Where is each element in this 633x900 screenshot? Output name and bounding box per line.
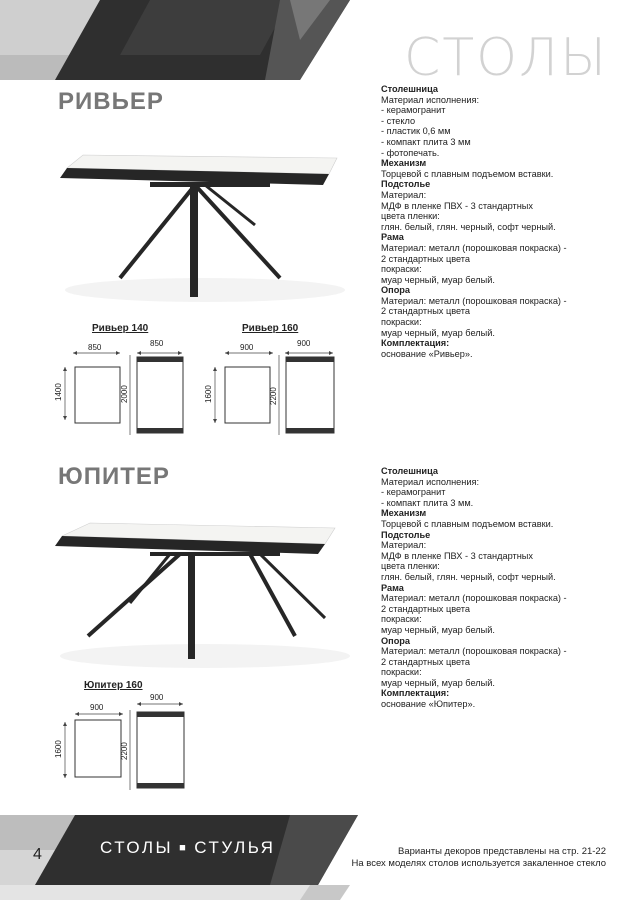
spec-line: покраски: [381,264,422,275]
footer-brand-separator: ■ [179,842,189,854]
spec-line: покраски: [381,667,422,678]
dim-caption-rivier-160: Ривьер 160 [242,323,299,334]
spec-line: Торцевой с плавным подъемом вставки. [381,168,554,179]
dim-w2-rivier-160: 900 [297,339,311,348]
page-title: СТОЛЫ [404,28,608,88]
spec-line: муар черный, муар белый. [381,327,495,338]
spec-heading: Опора [381,285,411,296]
spec-line: Материал: металл (порошковая покраска) - [381,242,567,253]
footer-brand-right: СТУЛЬЯ [194,838,276,857]
dim-w1-rivier-160: 900 [240,343,254,352]
spec-line: МДФ в пленке ПВХ - 3 стандартных [381,200,533,211]
dim-w2-jupiter-160: 900 [150,693,164,702]
spec-line: МДФ в пленке ПВХ - 3 стандартных [381,550,533,561]
spec-line: 2 стандартных цвета [381,306,471,317]
spec-line: - керамогранит [381,105,446,116]
spec-line: Материал: металл (порошковая покраска) - [381,593,567,604]
spec-line: покраски: [381,317,422,328]
spec-line: - фотопечать. [381,147,440,158]
spec-jupiter [381,466,586,710]
spec-line: - компакт плита 3 мм [381,136,471,147]
spec-line: муар черный, муар белый. [381,274,495,285]
dim-h2-jupiter-160: 2200 [120,742,129,760]
footer-brand-left: СТОЛЫ [100,838,174,857]
spec-line: покраски: [381,614,422,625]
dim-drawing-rivier-160 [205,335,345,435]
spec-heading: Комплектация: [381,338,450,349]
spec-line: Материал: [381,189,427,200]
spec-line: Материал исполнения: [381,94,480,105]
dim-drawing-rivier-140 [55,335,190,435]
spec-line: 2 стандартных цвета [381,603,471,614]
spec-line: Торцевой с плавным подъемом вставки. [381,518,554,529]
spec-line: Материал исполнения: [381,476,480,487]
spec-line: - пластик 0,6 мм [381,126,451,137]
footer-brand [100,838,275,858]
spec-line: муар черный, муар белый. [381,624,495,635]
spec-line: - компакт плита 3 мм. [381,497,474,508]
dim-drawing-jupiter-160 [55,690,195,795]
spec-heading: Комплектация: [381,688,450,699]
model-title-rivier: РИВЬЕР [58,88,164,115]
dim-caption-rivier-140: Ривьер 140 [92,323,149,334]
dim-caption-jupiter-160: Юпитер 160 [84,680,143,691]
spec-line: муар черный, муар белый. [381,677,495,688]
spec-line: цвета пленки: [381,561,440,572]
dim-w1-jupiter-160: 900 [90,703,104,712]
spec-line: 2 стандартных цвета [381,656,471,667]
spec-line: Материал: [381,540,427,551]
spec-line: Материал: металл (порошковая покраска) - [381,295,567,306]
spec-line: основание «Юпитер». [381,699,476,710]
model-title-jupiter: ЮПИТЕР [58,463,170,490]
spec-line: - керамогранит [381,487,446,498]
spec-heading: Опора [381,635,411,646]
dim-h1-jupiter-160: 1600 [54,740,63,758]
spec-rivier [381,84,586,359]
spec-heading: Столешница [381,84,438,94]
spec-heading: Механизм [381,158,427,169]
dim-h2-rivier-140: 2000 [120,385,129,403]
dim-h2-rivier-160: 2200 [269,387,278,405]
dim-w1-rivier-140: 850 [88,343,102,352]
spec-heading: Рама [381,232,404,243]
spec-line: Материал: металл (порошковая покраска) - [381,646,567,657]
rivier-table-image [55,130,355,310]
footer-note-line1: Варианты декоров представлены на стр. 21-22 [397,846,606,857]
spec-heading: Рама [381,582,404,593]
spec-heading: Столешница [381,466,438,476]
spec-heading: Подстолье [381,529,431,540]
dim-h1-rivier-140: 1400 [54,383,63,401]
dim-h1-rivier-160: 1600 [204,385,213,403]
spec-line: 2 стандартных цвета [381,253,471,264]
spec-line: основание «Ривьер». [381,348,473,359]
dim-w2-rivier-140: 850 [150,339,164,348]
footer-note-line2: На всех моделях столов используется закаленное стекло [351,858,606,869]
spec-line: глян. белый, глян. черный, софт черный. [381,571,556,582]
page-number: 4 [33,846,42,863]
spec-line: - стекло [381,115,416,126]
spec-line: глян. белый, глян. черный, софт черный. [381,221,556,232]
spec-heading: Механизм [381,508,427,519]
jupiter-table-image [50,508,360,673]
spec-line: цвета пленки: [381,211,440,222]
spec-heading: Подстолье [381,179,431,190]
